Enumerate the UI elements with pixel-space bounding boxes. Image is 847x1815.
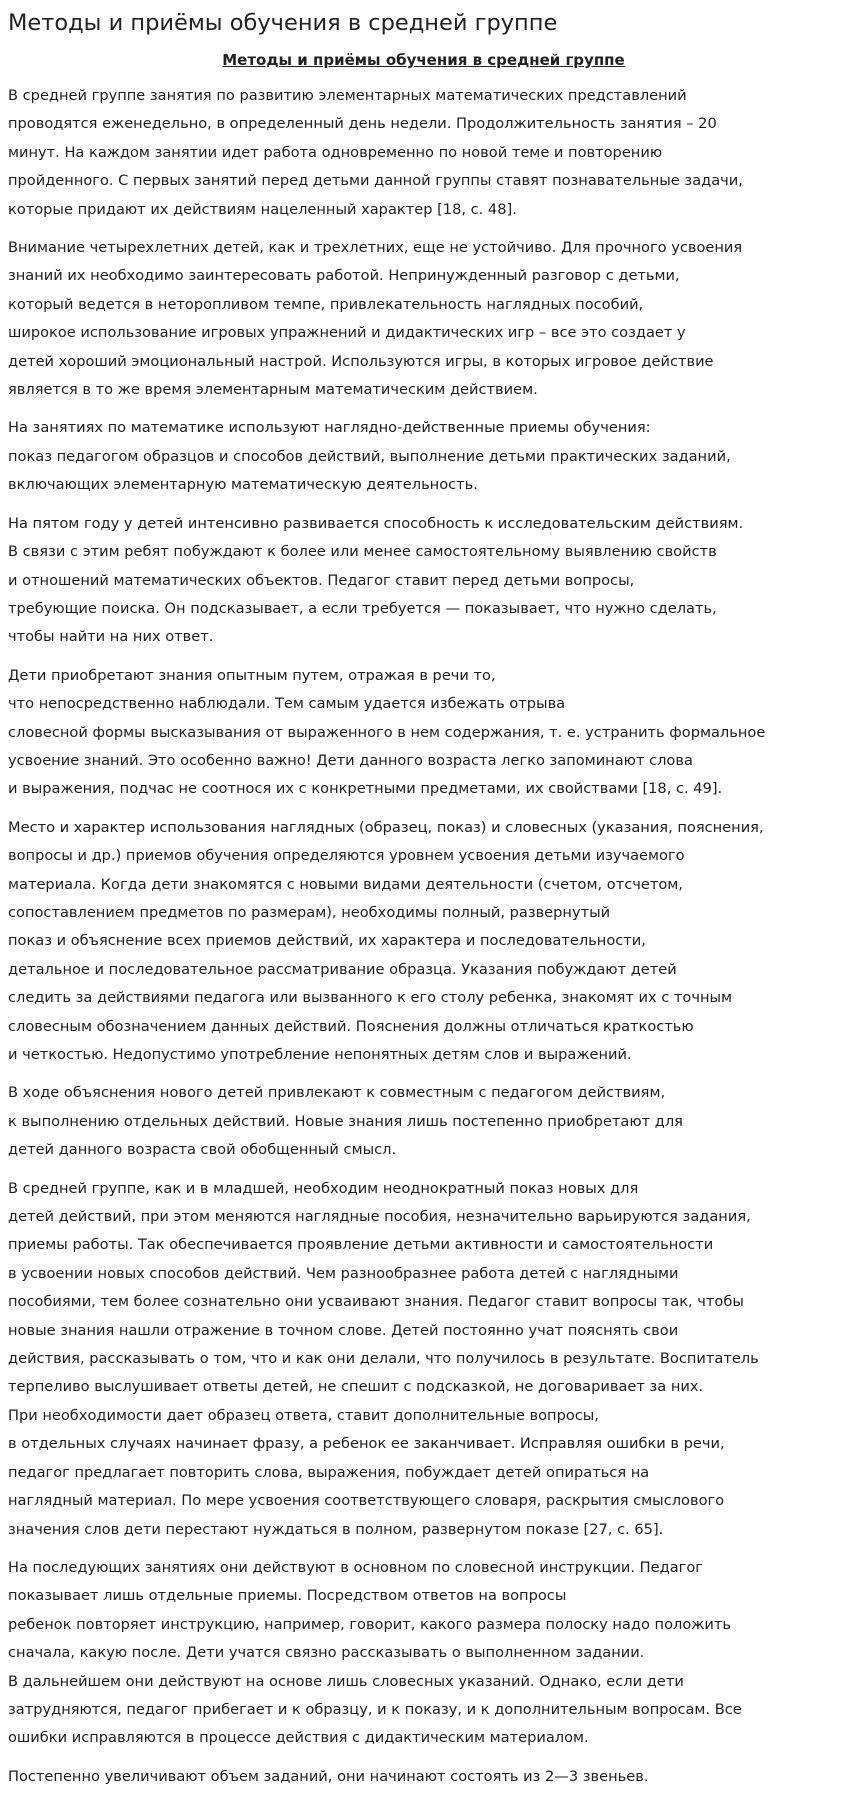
text-line: минут. На каждом занятии идет работа одновременно по новой теме и повторению [8, 143, 663, 161]
text-line: следить за действиями педагога или вызванного к его столу ребенка, знакомят их с точным [8, 989, 733, 1007]
text-line: сначала, какую после. Дети учатся связно рассказывать о выполненном задании. [8, 1644, 645, 1662]
text-line: В средней группе занятия по развитию элементарных математических представлений [8, 87, 687, 104]
text-line: На последующих занятиях они действуют в основном по словесной инструкции. Педагог [8, 1558, 703, 1576]
text-line: показ педагогом образцов и способов действий, выполнение детьми практических заданий, [8, 447, 731, 465]
text-line: Место и характер использования наглядных (образец, показ) и словесных (указания, пояснения, [8, 818, 764, 836]
text-line: В связи с этим ребят побуждают к более или менее самостоятельному выявлению свойств [8, 543, 717, 561]
text-line: В ходе объяснения нового детей привлекают к совместным с педагогом действиям, [8, 1084, 666, 1102]
text-line: требующие поиска. Он подсказывает, а если требуется — показывает, что нужно сделать, [8, 599, 717, 617]
text-line: новые знания нашли отражение в точном слове. Детей постоянно учат пояснять свои [8, 1321, 679, 1339]
text-line: является в то же время элементарным математическим действием. [8, 381, 538, 399]
text-line: показывает лишь отдельные приемы. Посредством ответов на вопросы [8, 1587, 567, 1605]
text-line: которые придают их действиям нацеленный характер [18, с. 48]. [8, 200, 517, 218]
text-line: детальное и последовательное рассматривание образца. Указания побуждают детей [8, 960, 677, 978]
text-line: Дети приобретают знания опытным путем, отражая в речи то, [8, 666, 496, 684]
text-line: усвоение знаний. Это особенно важно! Дети данного возраста легко запоминают слова [8, 751, 693, 769]
paragraph [8, 1175, 839, 1544]
text-line: значения слов дети перестают нуждаться в полном, развернутом показе [27, с. 65]. [8, 1520, 664, 1538]
text-line: затрудняются, педагог прибегает и к образцу, и к показу, и к дополнительным вопросам. Все [8, 1700, 742, 1718]
text-line: Внимание четырехлетних детей, как и трехлетних, еще не устойчиво. Для прочного усвоения [8, 239, 743, 257]
text-line: сопоставлением предметов по размерам), необходимы полный, развернутый [8, 903, 611, 921]
article-body [8, 82, 839, 1791]
text-line: На пятом году у детей интенсивно развивается способность к исследовательским действиям. [8, 514, 744, 532]
text-line: педагог предлагает повторить слова, выражения, побуждает детей опираться на [8, 1463, 650, 1481]
page-title: Методы и приёмы обучения в средней группе [8, 10, 558, 36]
paragraph [8, 1763, 839, 1791]
text-line: пройденного. С первых занятий перед детьми данной группы ставят познавательные задачи, [8, 172, 743, 190]
text-line: детей данного возраста свой обобщенный смысл. [8, 1141, 397, 1159]
text-line: чтобы найти на них ответ. [8, 628, 214, 646]
text-line: В средней группе, как и в младшей, необходим неоднократный показ новых для [8, 1179, 639, 1197]
text-line: что непосредственно наблюдали. Тем самым удается избежать отрыва [8, 695, 566, 713]
paragraph [8, 234, 839, 404]
text-line: На занятиях по математике используют наглядно-действенные приемы обучения: [8, 419, 651, 437]
text-line: знаний их необходимо заинтересовать работой. Непринужденный разговор с детьми, [8, 267, 680, 285]
text-line: вопросы и др.) приемов обучения определяются уровнем усвоения детьми изучаемого [8, 847, 685, 865]
text-line: и четкостью. Недопустимо употребление непонятных детям слов и выражений. [8, 1046, 632, 1063]
text-line: включающих элементарную математическую деятельность. [8, 476, 478, 494]
text-line: ребенок повторяет инструкцию, например, говорит, какого размера полоску надо положить [8, 1615, 731, 1633]
text-line: в отдельных случаях начинает фразу, а ребенок ее заканчивает. Исправляя ошибки в речи, [8, 1435, 725, 1453]
text-line: который ведется в неторопливом темпе, привлекательность наглядных пособий, [8, 295, 644, 313]
paragraph [8, 82, 839, 224]
text-line: широкое использование игровых упражнений и дидактических игр – все это создает у [8, 324, 686, 342]
text-line: и выражения, подчас не соотнося их с конкретными предметами, их свойствами [18, с. 49]. [8, 780, 723, 798]
paragraph [8, 1554, 839, 1753]
article-subtitle: Методы и приёмы обучения в средней группе [222, 51, 625, 69]
text-line: показ и объяснение всех приемов действий, их характера и последовательности, [8, 932, 646, 950]
paragraph [8, 1079, 839, 1164]
text-line: При необходимости дает образец ответа, ставит дополнительные вопросы, [8, 1406, 599, 1424]
text-line: проводятся еженедельно, в определенный день недели. Продолжительность занятия – 20 [8, 115, 717, 133]
text-line: детей действий, при этом меняются наглядные пособия, незначительно варьируются задания, [8, 1208, 751, 1226]
paragraph [8, 662, 839, 804]
paragraph [8, 510, 839, 652]
text-line: материала. Когда дети знакомятся с новыми видами деятельности (счетом, отсчетом, [8, 875, 683, 893]
text-line: в усвоении новых способов действий. Чем разнообразнее работа детей с наглядными [8, 1264, 679, 1282]
text-line: словесным обозначением данных действий. Пояснения должны отличаться краткостью [8, 1017, 694, 1035]
text-line: словесной формы высказывания от выраженного в нем содержания, т. е. устранить формальное [8, 723, 766, 741]
text-line: терпеливо выслушивает ответы детей, не спешит с подсказкой, не договаривает за них. [8, 1378, 704, 1396]
text-line: пособиями, тем более сознательно они усваивают знания. Педагог ставит вопросы так, чтобы [8, 1293, 744, 1311]
text-line: действия, рассказывать о том, что и как они делали, что получилось в результате. Воспитатель [8, 1350, 759, 1368]
text-line: Постепенно увеличивают объем заданий, они начинают состоять из 2—3 звеньев. [8, 1767, 649, 1785]
text-line: приемы работы. Так обеспечивается проявление детьми активности и самостоятельности [8, 1236, 714, 1254]
text-line: наглядный материал. По мере усвоения соответствующего словаря, раскрытия смыслового [8, 1492, 725, 1510]
paragraph [8, 814, 839, 1070]
text-line: детей хороший эмоциональный настрой. Используются игры, в которых игровое действие [8, 352, 714, 370]
text-line: и отношений математических объектов. Педагог ставит перед детьми вопросы, [8, 571, 635, 589]
paragraph [8, 414, 839, 499]
text-line: В дальнейшем они действуют на основе лишь словесных указаний. Однако, если дети [8, 1672, 684, 1690]
text-line: ошибки исправляются в процессе действия с дидактическим материалом. [8, 1729, 589, 1747]
text-line: к выполнению отдельных действий. Новые знания лишь постепенно приобретают для [8, 1112, 683, 1130]
